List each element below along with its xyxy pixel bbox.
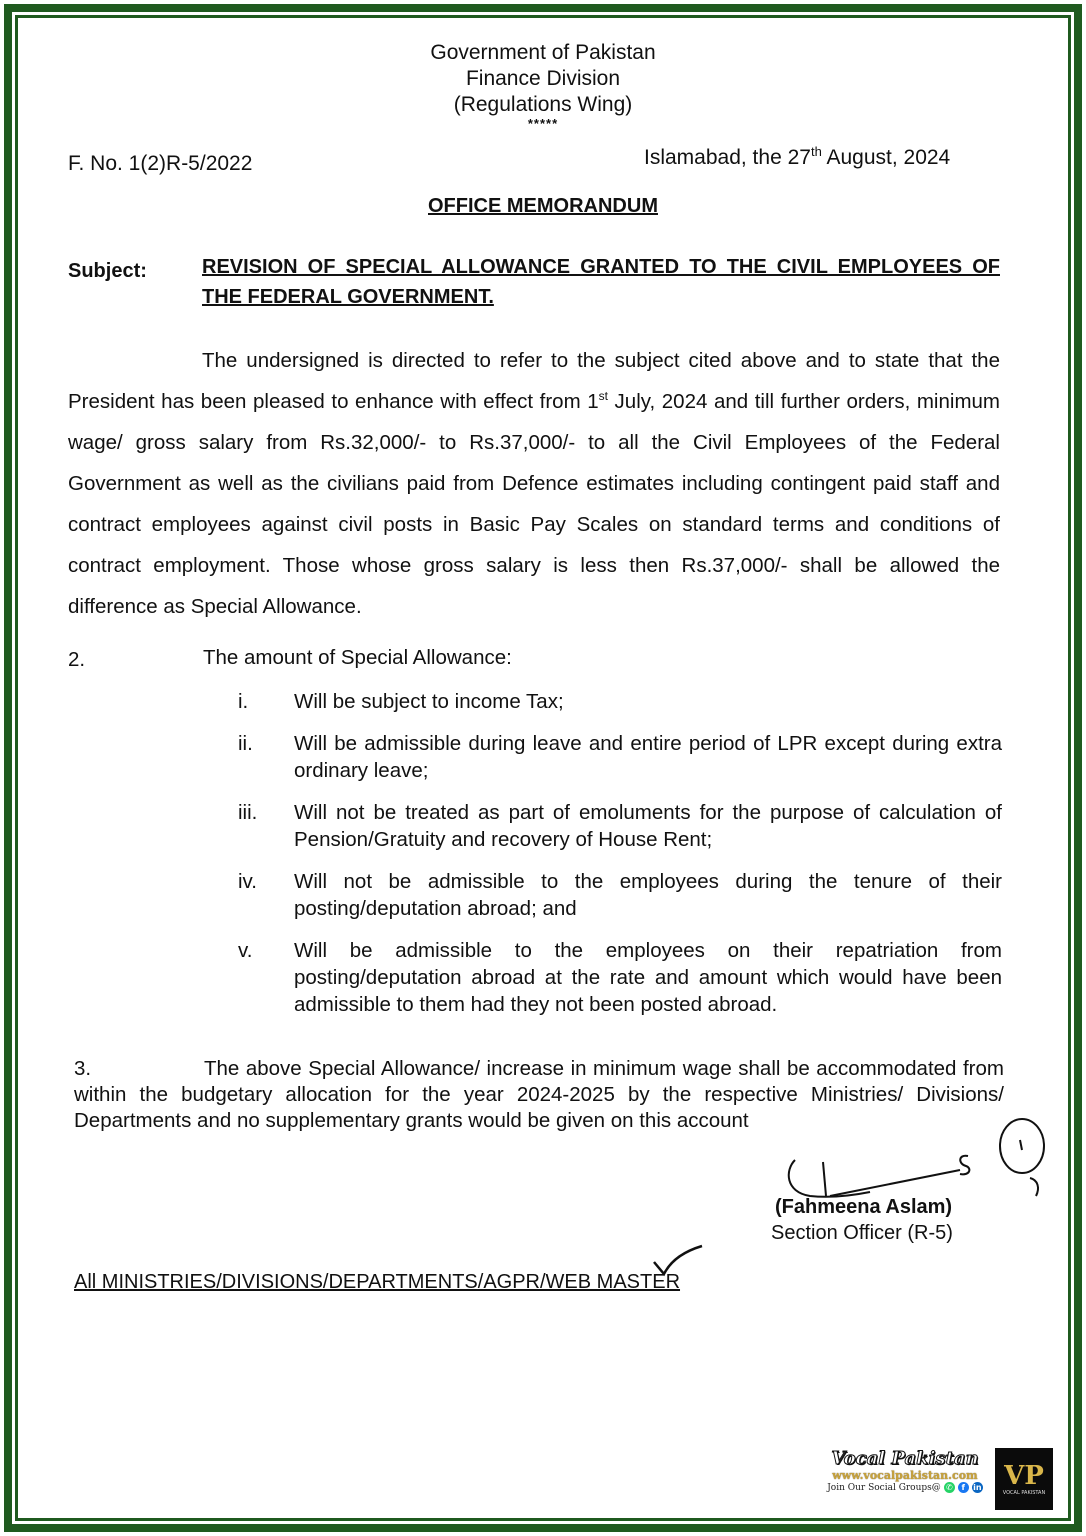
issue-date: Islamabad, the 27th August, 2024 bbox=[644, 144, 951, 169]
letterhead bbox=[0, 40, 1086, 130]
paragraph-2-lead: The amount of Special Allowance: bbox=[203, 646, 512, 669]
paragraph-3: 3. The above Special Allowance/ increase in minimum wage shall be accommodated from within the budgetary allocation for the year 2024-2025 by the respective Ministries/ Divisions/ Departments and no supplementary grants would be given on this account bbox=[74, 1057, 1004, 1132]
letterhead-stars: ***** bbox=[527, 116, 559, 131]
whatsapp-icon[interactable]: ✆ bbox=[944, 1482, 955, 1493]
file-number: F. No. 1(2)R-5/2022 bbox=[68, 152, 253, 175]
paragraph-2-number: 2. bbox=[68, 648, 86, 671]
social-groups: Join Our Social Groups@ ✆ f in bbox=[827, 1482, 982, 1493]
handwritten-signature-icon bbox=[760, 1110, 1060, 1210]
letterhead-wing: (Regulations Wing) bbox=[453, 93, 633, 116]
list-item: iii. Will not be treated as part of emoluments for the purpose of calculation of Pension/Gratuity and recovery of House Rent; bbox=[238, 801, 1002, 851]
facebook-icon[interactable]: f bbox=[958, 1482, 969, 1493]
vocal-pakistan-logo bbox=[995, 1448, 1053, 1510]
distribution-list: All MINISTRIES/DIVISIONS/DEPARTMENTS/AGPR/WEB MASTER bbox=[74, 1271, 681, 1293]
letterhead-government: Government of Pakistan bbox=[430, 41, 656, 64]
brand-name: Vocal Pakistan bbox=[831, 1448, 979, 1469]
subject-label: Subject: bbox=[68, 260, 147, 282]
letterhead-division: Finance Division bbox=[465, 67, 621, 90]
list-item: i. Will be subject to income Tax; bbox=[238, 690, 564, 713]
list-item: v. Will be admissible to the employees on their repatriation from posting/deputation abroad at the rate and amount which would have been admissible to them had they not been posted abroad. bbox=[238, 939, 1002, 1016]
signatory-designation: Section Officer (R-5) bbox=[771, 1222, 953, 1244]
signatory-name: (Fahmeena Aslam) bbox=[775, 1196, 953, 1218]
list-item: iv. Will not be admissible to the employees during the tenure of their posting/deputation abroad; and bbox=[238, 870, 1002, 920]
subject-text: REVISION OF SPECIAL ALLOWANCE GRANTED TO THE CIVIL EMPLOYEES OF THE FEDERAL GOVERNMENT. bbox=[202, 256, 1000, 308]
watermark-brand bbox=[820, 1448, 990, 1493]
allowance-conditions-list bbox=[238, 688, 1002, 1033]
linkedin-icon[interactable]: in bbox=[973, 1483, 982, 1492]
paragraph-1: The undersigned is directed to refer to the subject cited above and to state that the President has been pleased to enhance with effect from 1st July, 2024 and till further orders, minimum wage/ gross salary from Rs.32,000/- to Rs.37,000/- to all the Civil Employees of the Federal Government as well as the civilians paid from Defence estimates including contingent paid staff and contract employees against civil posts in Basic Pay Scales on standard terms and conditions of contract employment. Those whose gross salary is less then Rs.37,000/- shall be allowed the difference as Special Allowance. bbox=[68, 349, 1000, 618]
brand-url[interactable]: www.vocalpakistan.com bbox=[832, 1469, 978, 1482]
logo-caption: VOCAL PAKISTAN bbox=[1002, 1490, 1046, 1496]
document-title: OFFICE MEMORANDUM bbox=[428, 195, 658, 217]
logo-monogram: VP bbox=[1004, 1461, 1044, 1491]
list-item: ii. Will be admissible during leave and entire period of LPR except during extra ordinary leave; bbox=[238, 732, 1002, 782]
